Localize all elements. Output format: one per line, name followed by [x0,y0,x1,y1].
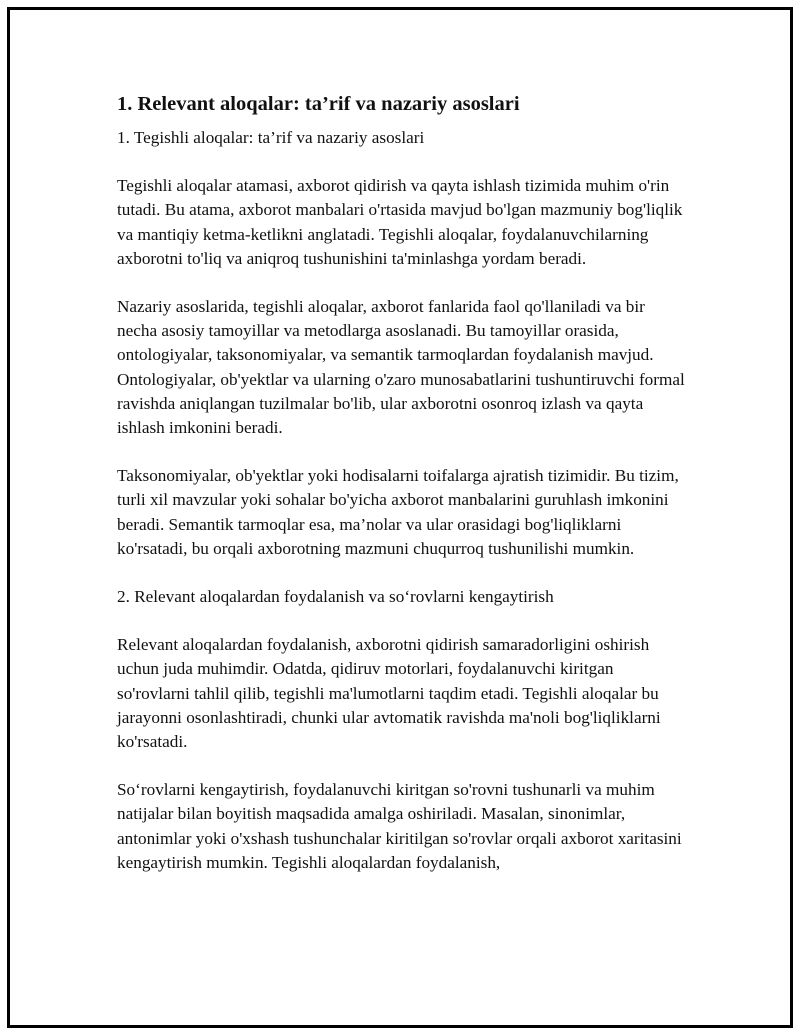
section-1-subtitle: 1. Tegishli aloqalar: ta’rif va nazariy asoslari [117,128,425,147]
section-2-title: 2. Relevant aloqalardan foydalanish va so‘rovlarni kengaytirish [117,587,554,607]
paragraph-2: Nazariy asoslarida, tegishli aloqalar, axborot fanlarida faol qo'llaniladi va bir necha asosiy tamoyillar va metodlarga asoslanadi. Bu tamoyillar orasida, ontologiyalar, taksonomiyalar, va semantik tarmoqlardan foydalanish mavjud. Ontologiyalar, ob'yektlar va ularning o'zaro munosabatlarini tushuntiruvchi formal ravishda aniqlangan tuzilmalar bo'lib, ular axborotni osonroq izlash va qayta ishlash imkonini beradi. [117,297,685,438]
paragraph-4: Relevant aloqalardan foydalanish, axborotni qidirish samaradorligini oshirish uchun juda muhimdir. Odatda, qidiruv motorlari, foydalanuvchi kiritgan so'rovlarni tahlil qilib, tegishli ma'lumotlarni taqdim etadi. Tegishli aloqalar bu jarayonni osonlashtiradi, chunki ular avtomatik ravishda ma'noli bog'liqliklarni ko'rsatadi. [117,635,661,752]
document-body [117,90,687,899]
paragraph-3: Taksonomiyalar, ob'yektlar yoki hodisalarni toifalarga ajratish tizimidir. Bu tizim, turli xil mavzular yoki sohalar bo'yicha axborot manbalarini guruhlash imkonini beradi. Semantik tarmoqlar esa, ma’nolar va ular orasidagi bog'liqliklarni ko'rsatadi, bu orqali axborotning mazmuni chuqurroq tushunilishi mumkin. [117,466,679,558]
paragraph-1: Tegishli aloqalar atamasi, axborot qidirish va qayta ishlash tizimida muhim o'rin tutadi. Bu atama, axborot manbalari o'rtasida mavjud bo'lgan mazmuniy bog'liqlik va mantiqiy ketma-ketlikni anglatadi. Tegishli aloqalar, foydalanuvchilarning axborotni to'liq va aniqroq tushunishini ta'minlashga yordam beradi. [117,176,683,268]
paragraph-5: So‘rovlarni kengaytirish, foydalanuvchi kiritgan so'rovni tushunarli va muhim natijalar bilan boyitish maqsadida amalga oshiriladi. Masalan, sinonimlar, antonimlar yoki o'xshash tushunchalar kiritilgan so'rovlar orqali axborot xaritasini kengaytirish mumkin. Tegishli aloqalardan foydalanish, [117,780,682,872]
document-heading: 1. Relevant aloqalar: ta’rif va nazariy asoslari [117,93,520,115]
